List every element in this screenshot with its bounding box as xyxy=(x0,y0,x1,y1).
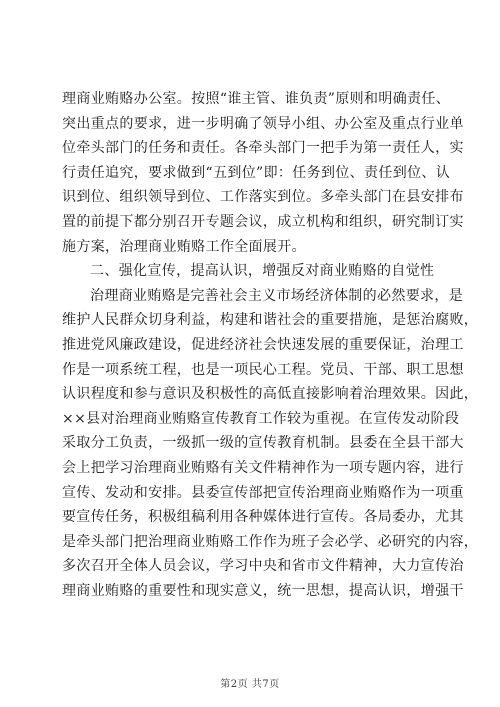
body-line: 理商业贿赂办公室。按照“谁主管、谁负责”原则和明确责任、 xyxy=(62,91,451,107)
body-line: 维护人民群众切身利益，构建和谐社会的重要措施，是惩治腐败， xyxy=(62,312,479,329)
body-line: 认识程度和参与意识及积极性的高低直接影响着治理效果。因此， xyxy=(62,386,479,403)
body-line: 突出重点的要求，进一步明确了领导小组、办公室及重点行业单 xyxy=(62,115,464,132)
page-footer: 第2页 共7页 xyxy=(220,679,280,690)
body-line: 位牵头部门的任务和责任。各牵头部门一把手为第一责任人，实 xyxy=(62,140,464,157)
body-line: 多次召开全体人员会议，学习中央和省市文件精神，大力宣传治 xyxy=(62,558,464,575)
body-line: 会上把学习治理商业贿赂有关文件精神作为一项专题内容，进行 xyxy=(62,459,464,476)
body-line: 识到位、组织领导到位、工作落实到位。多牵头部门在县安排布 xyxy=(62,189,464,206)
document-body xyxy=(62,87,479,603)
body-line: 采取分工负责，一级抓一级的宣传教育机制。县委在全县干部大 xyxy=(62,435,464,452)
body-line: 宣传、发动和安排。县委宣传部把宣传治理商业贿赂作为一项重 xyxy=(62,484,464,501)
body-line: 施方案，治理商业贿赂工作全面展开。 xyxy=(62,238,306,255)
body-line: 行责任追究，要求做到“五到位”即：任务到位、责任到位、认 xyxy=(62,164,451,181)
section-heading: 二、强化宣传，提高认识，增强反对商业贿赂的自觉性 xyxy=(90,263,435,280)
body-line: 作是一项系统工程，也是一项民心工程。党员、干部、职工思想 xyxy=(62,361,464,378)
body-line: 理商业贿赂的重要性和现实意义，统一思想，提高认识，增强干 xyxy=(62,582,464,599)
body-line: 推进党风廉政建设，促进经济社会快速发展的重要保证，治理工 xyxy=(62,336,464,353)
body-line: 要宣传任务，积极组稿利用各种媒体进行宣传。各局委办，尤其 xyxy=(62,509,464,526)
body-line: 治理商业贿赂是完善社会主义市场经济体制的必然要求，是 xyxy=(90,287,464,304)
body-line: 是牵头部门把治理商业贿赂工作作为班子会必学、必研究的内容， xyxy=(62,533,479,550)
body-line: ××县对治理商业贿赂宣传教育工作较为重视。在宣传发动阶段 xyxy=(62,410,460,427)
body-line: 置的前提下都分别召开专题会议，成立机构和组织，研究制订实 xyxy=(62,213,464,230)
